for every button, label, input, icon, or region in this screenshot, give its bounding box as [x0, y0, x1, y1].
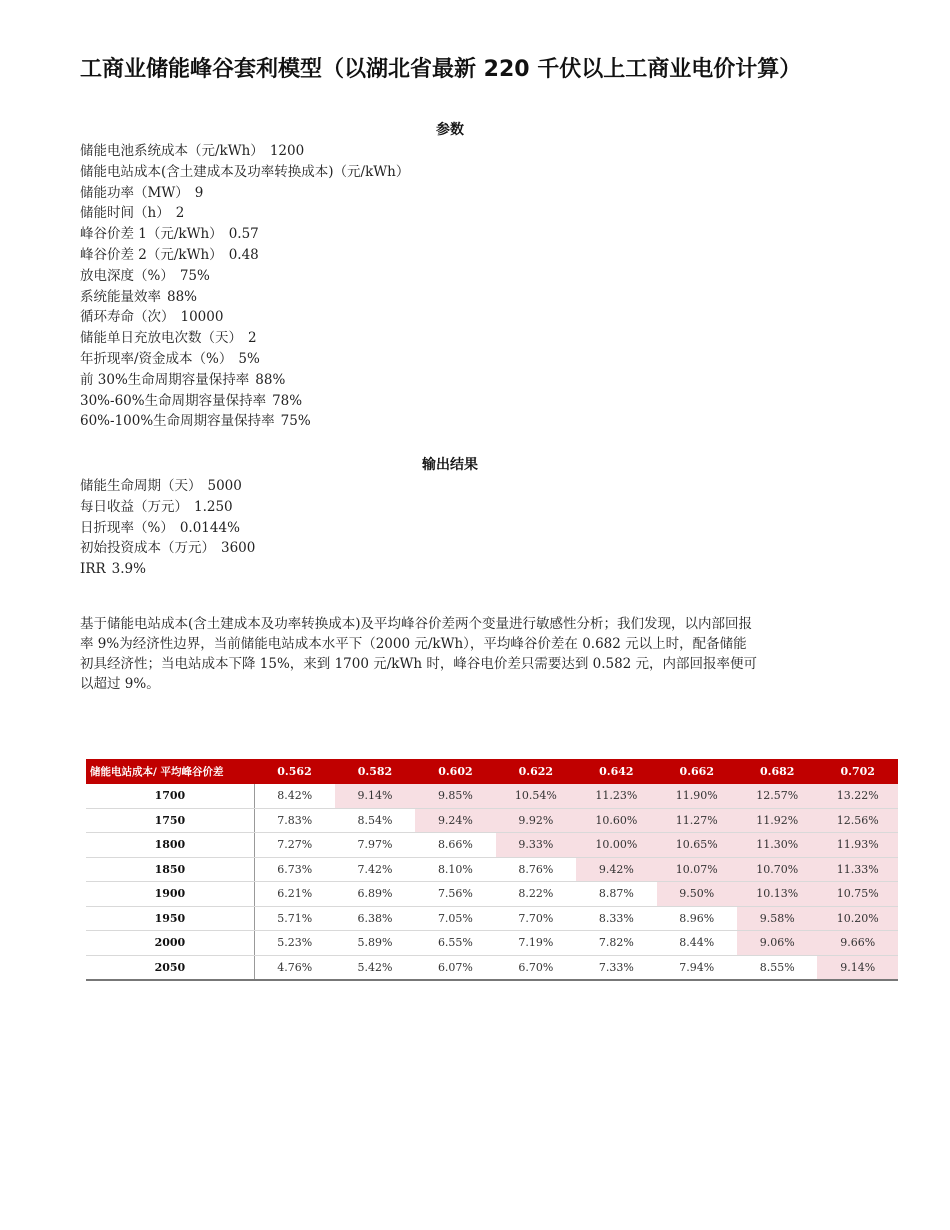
param-value: 2 [248, 330, 257, 347]
irr-cell: 9.14% [817, 955, 898, 980]
irr-cell: 8.96% [657, 906, 737, 931]
irr-cell: 4.76% [254, 955, 334, 980]
column-header-spread: 0.582 [335, 759, 415, 784]
param-row [80, 162, 450, 183]
param-value: 88% [167, 288, 198, 305]
param-label: 峰谷价差 2（元/kWh） [80, 246, 223, 263]
irr-cell: 7.82% [576, 931, 656, 956]
irr-cell: 9.85% [415, 784, 495, 808]
row-header-cost: 2050 [86, 955, 254, 980]
irr-cell: 10.70% [737, 857, 817, 882]
irr-cell: 11.92% [737, 808, 817, 833]
params-heading: 参数 [436, 122, 464, 138]
irr-cell: 11.27% [657, 808, 737, 833]
output-value: 0.0144% [179, 519, 240, 536]
output-value: 1.250 [194, 498, 233, 515]
irr-cell: 11.23% [576, 784, 656, 808]
irr-cell: 9.14% [335, 784, 415, 808]
param-value: 5% [238, 350, 260, 367]
column-header-spread: 0.622 [496, 759, 576, 784]
output-row [80, 476, 500, 497]
irr-cell: 8.54% [335, 808, 415, 833]
output-row [80, 559, 500, 580]
param-value: 75% [179, 267, 210, 284]
irr-cell: 9.24% [415, 808, 495, 833]
irr-cell: 10.00% [576, 833, 656, 858]
irr-cell: 7.33% [576, 955, 656, 980]
irr-cell: 9.42% [576, 857, 656, 882]
table-row [86, 931, 898, 956]
param-label: 系统能量效率 [80, 288, 161, 305]
output-label: 日折现率（%） [80, 519, 174, 536]
irr-cell: 5.89% [335, 931, 415, 956]
irr-cell: 8.42% [254, 784, 334, 808]
param-row [80, 224, 500, 245]
param-value: 2 [175, 205, 185, 222]
output-row [80, 538, 500, 559]
irr-cell: 7.27% [254, 833, 334, 858]
row-header-cost: 2000 [86, 931, 254, 956]
table-header-row [86, 759, 898, 784]
irr-cell: 7.94% [657, 955, 737, 980]
param-row [80, 370, 500, 391]
column-header-spread: 0.682 [737, 759, 817, 784]
irr-cell: 9.92% [496, 808, 576, 833]
param-value: 75% [280, 413, 311, 430]
param-label: 储能功率（MW） [80, 184, 189, 201]
irr-cell: 9.50% [657, 882, 737, 907]
irr-cell: 8.55% [737, 955, 817, 980]
irr-cell: 8.22% [496, 882, 576, 907]
irr-cell: 7.05% [415, 906, 495, 931]
param-value: 88% [255, 371, 286, 388]
output-heading: 输出结果 [422, 457, 478, 473]
table-row [86, 808, 898, 833]
row-header-cost: 1800 [86, 833, 254, 858]
param-label: 峰谷价差 1（元/kWh） [80, 226, 223, 243]
irr-cell: 13.22% [817, 784, 898, 808]
irr-cell: 11.93% [817, 833, 898, 858]
param-row [80, 411, 500, 432]
output-row [80, 518, 500, 539]
row-header-cost: 1700 [86, 784, 254, 808]
irr-cell: 6.21% [254, 882, 334, 907]
irr-cell: 10.20% [817, 906, 898, 931]
param-row [80, 328, 500, 349]
irr-cell: 11.33% [817, 857, 898, 882]
irr-cell: 7.42% [335, 857, 415, 882]
column-header-spread: 0.602 [415, 759, 495, 784]
param-row [80, 287, 500, 308]
row-header-cost: 1750 [86, 808, 254, 833]
table-row [86, 882, 898, 907]
irr-cell: 10.54% [496, 784, 576, 808]
irr-cell: 7.56% [415, 882, 495, 907]
irr-cell: 9.06% [737, 931, 817, 956]
irr-cell: 12.57% [737, 784, 817, 808]
irr-cell: 5.23% [254, 931, 334, 956]
sensitivity-table [86, 759, 898, 981]
table-row [86, 955, 898, 980]
irr-cell: 6.55% [415, 931, 495, 956]
column-header-spread: 0.662 [657, 759, 737, 784]
param-label: 60%-100%生命周期容量保持率 [80, 413, 275, 430]
param-value: 1200 [269, 143, 305, 159]
table-row [86, 784, 898, 808]
output-value: 3600 [221, 540, 256, 557]
column-header-spread: 0.642 [576, 759, 656, 784]
param-label: 储能时间（h） [80, 205, 170, 222]
sensitivity-table-container [86, 759, 879, 981]
irr-cell: 8.66% [415, 833, 495, 858]
irr-cell: 8.44% [657, 931, 737, 956]
irr-cell: 8.76% [496, 857, 576, 882]
irr-cell: 11.30% [737, 833, 817, 858]
param-row [80, 349, 500, 370]
param-row [80, 266, 500, 287]
irr-cell: 9.33% [496, 833, 576, 858]
param-row [80, 183, 500, 204]
output-label: 初始投资成本（万元） [80, 540, 215, 557]
irr-cell: 8.10% [415, 857, 495, 882]
irr-cell: 7.19% [496, 931, 576, 956]
irr-cell: 6.73% [254, 857, 334, 882]
outputs-list [80, 476, 500, 580]
irr-cell: 6.07% [415, 955, 495, 980]
row-header-cost: 1950 [86, 906, 254, 931]
param-value: 10000 [180, 309, 224, 326]
param-value: 0.48 [228, 246, 259, 263]
param-label: 储能单日充放电次数（天） [80, 330, 242, 347]
analysis-paragraph: 基于储能电站成本(含土建成本及功率转换成本)及平均峰谷价差两个变量进行敏感性分析；我们发现，以内部回报率 9%为经济性边界，当前储能电站成本水平下（2000 元/kWh），平均峰谷价差在 0.682 元以上时，配备储能初具经济性；当电站成本下降 15%，来到 1700 元/kWh 时，峰谷电价差只需要达到 0.582 元，内部回报率便可以超过 9%。 [80, 616, 758, 692]
param-value: 0.57 [228, 226, 259, 243]
table-row [86, 906, 898, 931]
output-label: 储能生命周期（天） [80, 478, 202, 494]
irr-cell: 12.56% [817, 808, 898, 833]
table-body [86, 784, 898, 980]
param-row [80, 245, 500, 266]
output-label: IRR [80, 561, 106, 578]
irr-cell: 11.90% [657, 784, 737, 808]
param-row [80, 203, 500, 224]
params-list [80, 141, 500, 432]
output-value: 3.9% [111, 561, 146, 578]
irr-cell: 9.58% [737, 906, 817, 931]
irr-cell: 6.38% [335, 906, 415, 931]
irr-cell: 10.60% [576, 808, 656, 833]
param-label: 储能电池系统成本（元/kWh） [80, 143, 264, 159]
column-header-spread: 0.702 [817, 759, 898, 784]
irr-cell: 6.89% [335, 882, 415, 907]
param-label: 30%-60%生命周期容量保持率 [80, 392, 267, 409]
output-value: 5000 [207, 478, 242, 494]
irr-cell: 8.33% [576, 906, 656, 931]
irr-cell: 10.07% [657, 857, 737, 882]
irr-cell: 10.13% [737, 882, 817, 907]
page-title: 工商业储能峰谷套利模型（以湖北省最新 220 千伏以上工商业电价计算） [80, 57, 802, 82]
irr-cell: 7.70% [496, 906, 576, 931]
row-header-cost: 1850 [86, 857, 254, 882]
param-row [80, 307, 500, 328]
param-label: 年折现率/资金成本（%） [80, 350, 233, 367]
irr-cell: 5.42% [335, 955, 415, 980]
param-label: 前 30%生命周期容量保持率 [80, 371, 250, 388]
irr-cell: 8.87% [576, 882, 656, 907]
param-label: 循环寿命（次） [80, 309, 175, 326]
irr-cell: 9.66% [817, 931, 898, 956]
column-header-spread: 0.562 [254, 759, 334, 784]
irr-cell: 5.71% [254, 906, 334, 931]
irr-cell: 6.70% [496, 955, 576, 980]
table-row [86, 833, 898, 858]
param-value: 9 [194, 184, 204, 201]
output-label: 每日收益（万元） [80, 498, 188, 515]
irr-cell: 10.65% [657, 833, 737, 858]
param-row [80, 141, 500, 162]
param-label: 放电深度（%） [80, 267, 174, 284]
table-corner-header: 储能电站成本/ 平均峰谷价差 [86, 759, 254, 784]
param-value: 78% [272, 392, 303, 409]
table-row [86, 857, 898, 882]
irr-cell: 10.75% [817, 882, 898, 907]
param-row [80, 391, 500, 412]
param-label: 储能电站成本(含土建成本及功率转换成本)（元/kWh） [80, 163, 410, 180]
row-header-cost: 1900 [86, 882, 254, 907]
irr-cell: 7.97% [335, 833, 415, 858]
irr-cell: 7.83% [254, 808, 334, 833]
output-row [80, 497, 500, 518]
